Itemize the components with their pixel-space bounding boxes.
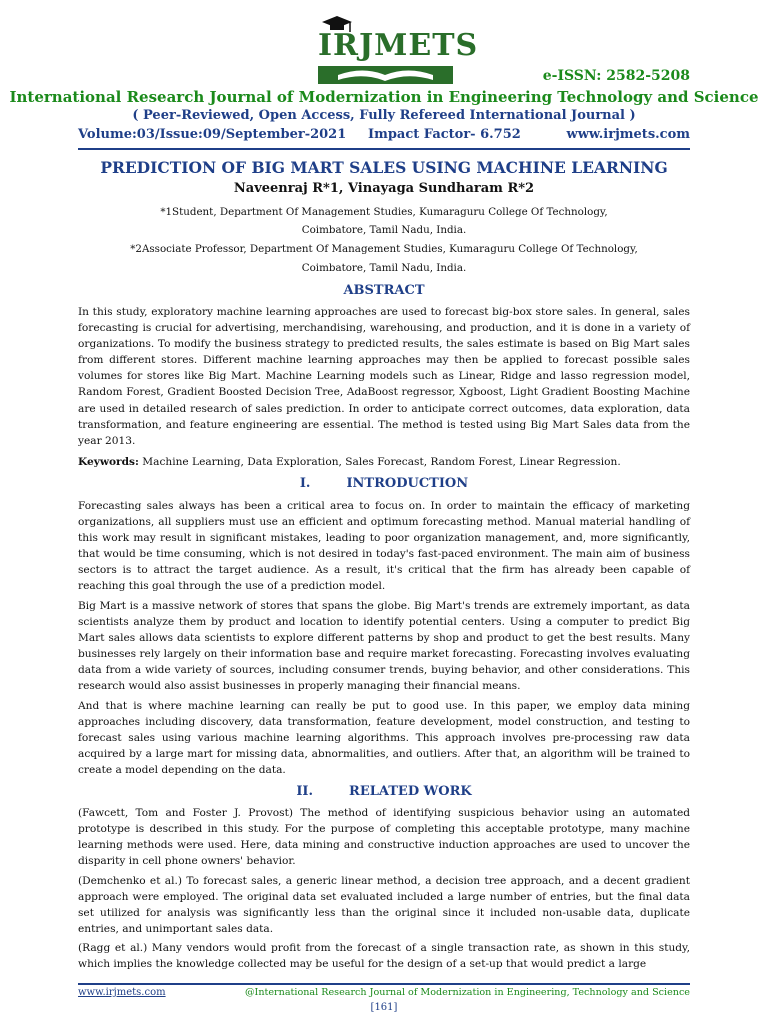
volume-issue: Volume:03/Issue:09/September-2021 bbox=[78, 127, 347, 142]
related-paragraph-2: (Demchenko et al.) To forecast sales, a generic linear method, a decision tree approach, and a decent gradient approach were employed. The original data set evaluated included a large number of entries, but the final data set utilized for analysis was significantly less than the original since it included non-usable data, duplicate entries, and unimportant sales data. bbox=[78, 875, 690, 936]
related-section-number: II. bbox=[296, 784, 314, 799]
keywords-label: Keywords: bbox=[78, 456, 139, 468]
footer-divider bbox=[78, 983, 690, 985]
related-work-heading bbox=[0, 784, 768, 799]
header-divider bbox=[78, 148, 690, 150]
affiliation-2-line-1: *2Associate Professor, Department Of Management Studies, Kumaraguru College Of Technology, bbox=[130, 243, 638, 255]
issn: e-ISSN: 2582-5208 bbox=[542, 68, 690, 84]
keywords-line bbox=[78, 454, 690, 470]
affiliation-1-line-1: *1Student, Department Of Management Studies, Kumaraguru College Of Technology, bbox=[160, 206, 608, 218]
intro-heading bbox=[0, 476, 768, 491]
journal-logo bbox=[318, 14, 479, 78]
paper-authors bbox=[0, 181, 768, 196]
impact-factor: Impact Factor- 6.752 bbox=[368, 127, 521, 142]
journal-name: International Research Journal of Modernization in Engineering Technology and Science bbox=[9, 88, 759, 106]
affiliation-1-line-2: Coimbatore, Tamil Nadu, India. bbox=[301, 224, 467, 236]
paper-title: PREDICTION OF BIG MART SALES USING MACHINE LEARNING bbox=[100, 158, 668, 177]
footer-copyright: @International Research Journal of Modernization in Engineering, Technology and Science bbox=[244, 987, 690, 998]
abstract-heading: ABSTRACT bbox=[343, 283, 425, 298]
related-section-title: RELATED WORK bbox=[349, 784, 472, 799]
intro-paragraph-1: Forecasting sales always has been a critical area to focus on. In order to maintain the efficacy of marketing organizations, all suppliers must use an efficient and optimum forecasting method. Manual material handling of this work may result in significant mistakes, leading to poor organization management, and, more significantly, that would be time consuming, which is not desired in today's fast-paced environment. The main aim of business sectors is to attract the target audience. As a result, it's critical that the firm has already been capable of reaching this goal through the use of a prediction model. bbox=[78, 500, 690, 593]
related-paragraph-1: (Fawcett, Tom and Foster J. Provost) The method of identifying suspicious behavior using an automated prototype is described in this study. For the purpose of completing this acceptable prototype, many machine learning methods were used. Here, data mining and constructive induction approaches are used to uncover the disparity in cell phone owners' behavior. bbox=[78, 807, 690, 868]
website-link[interactable]: www.irjmets.com bbox=[566, 127, 690, 142]
intro-section-title: INTRODUCTION bbox=[346, 476, 469, 491]
affiliation-2-line-2: Coimbatore, Tamil Nadu, India. bbox=[301, 262, 467, 274]
intro-section-number: I. bbox=[299, 476, 311, 491]
logo-wordmark: IRJMETS bbox=[318, 28, 479, 63]
keywords-list: Machine Learning, Data Exploration, Sales Forecast, Random Forest, Linear Regression. bbox=[138, 456, 621, 468]
footer-website-link[interactable]: www.irjmets.com bbox=[78, 987, 166, 998]
page-number: [161] bbox=[370, 1002, 398, 1013]
open-book-icon bbox=[318, 64, 453, 86]
intro-paragraph-2: Big Mart is a massive network of stores that spans the globe. Big Mart's trends are extremely important, as data scientists analyze them by product and location to identify potential centers. Using a computer to predict Big Mart sales allows data scientists to explore different patterns by shop and product to get the best results. Many businesses rely largely on their information base and require market forecasting. Forecasting involves evaluating data from a wide variety of sources, including consumer trends, buying behavior, and other considerations. This research would also assist businesses in properly managing their financial means. bbox=[78, 600, 690, 693]
peer-review-note: ( Peer-Reviewed, Open Access, Fully Refereed International Journal ) bbox=[132, 108, 636, 123]
volume-line bbox=[78, 127, 690, 145]
intro-paragraph-3: And that is where machine learning can really be put to good use. In this paper, we employ data mining approaches including discovery, data transformation, feature development, model construction, and testing to forecast sales using various machine learning algorithms. This approach involves pre-processing raw data acquired by a large mart for missing data, abnormalities, and outliers. After that, an algorithm will be trained to create a model depending on the data. bbox=[78, 700, 690, 777]
abstract-text: In this study, exploratory machine learning approaches are used to forecast big-box store sales. In general, sales forecasting is crucial for advertising, merchandising, warehousing, and production, and it is done in a variety of organizations. To modify the business strategy to predicted results, the sales estimate is based on Big Mart sales from different stores. Different machine learning approaches may then be applied to forecast possible sales volumes for stores like Big Mart. Machine Learning models such as Linear, Ridge and lasso regression model, Random Forest, Gradient Boosted Decision Tree, AdaBoost regressor, Xgboost, Light Gradient Boosting Machine are used in detailed research of sales prediction. In order to anticipate correct outcomes, data exploration, data transformation, and feature engineering are essential. The method is tested using Big Mart Sales data from the year 2013. bbox=[78, 306, 690, 447]
related-paragraph-3: (Ragg et al.) Many vendors would profit from the forecast of a single transaction rate, as shown in this study, which implies the knowledge collected may be useful for the design of a set-up that would predict a large bbox=[78, 942, 690, 971]
author-names: Naveenraj R*1, Vinayaga Sundharam R*2 bbox=[233, 181, 535, 196]
